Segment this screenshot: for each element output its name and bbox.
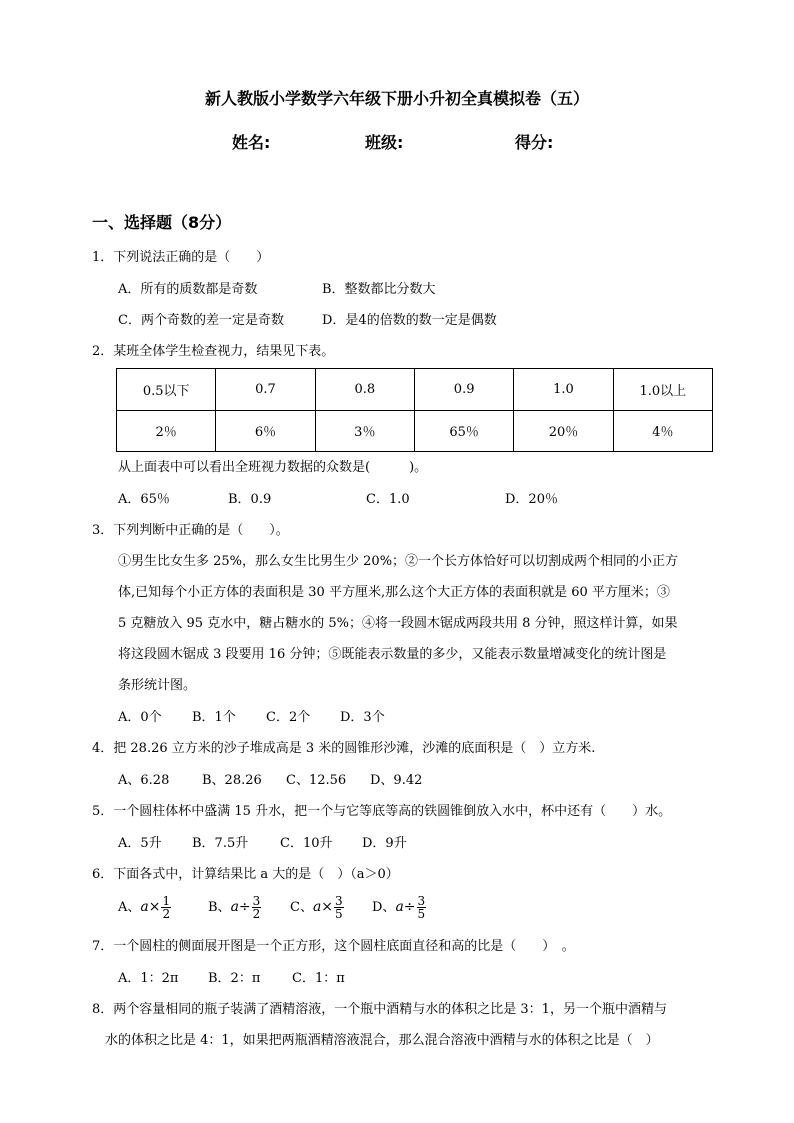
table-cell: 0.9 [414, 369, 513, 411]
q8-line-1: 8．两个容量相同的瓶子装满了酒精溶液，一个瓶中酒精与水的体积之比是 3：1，另一个瓶中酒精与 [92, 1002, 667, 1017]
q4-option-a: A、6.28 [118, 773, 170, 788]
q6-stem: 6．下面各式中，计算结果比 a 大的是（ ）（a＞0） [92, 867, 399, 882]
q7-option-c: C．1：π [292, 971, 345, 986]
q3-option-d: D．3个 [340, 710, 385, 725]
q1-option-a: A．所有的质数都是奇数 [118, 282, 258, 297]
q1-stem: 1．下列说法正确的是（ ） [92, 250, 270, 265]
q3-stem: 3．下列判断中正确的是（ ）。 [92, 523, 289, 538]
q1-option-d: D．是4的倍数的数一定是偶数 [322, 313, 497, 328]
q6-option-b-label: B、 [208, 900, 231, 915]
denominator: 2 [252, 907, 261, 921]
q2-question: 从上面表中可以看出全班视力数据的众数是( )。 [118, 460, 428, 475]
fraction [417, 895, 427, 920]
numerator: 3 [417, 894, 426, 908]
q5-option-d: D．9升 [362, 836, 407, 851]
name-label: 姓名: [232, 133, 271, 152]
table-cell: 0.8 [315, 369, 414, 411]
q5-option-a: A．5升 [118, 836, 162, 851]
vision-table [116, 368, 713, 452]
q5-option-c: C．10升 [280, 836, 333, 851]
q6-option-d-label: D、 [372, 900, 396, 915]
section-title: 一、选择题（8分） [92, 213, 232, 232]
q2-option-a: A．65％ [118, 492, 170, 507]
q6-option-d-expr: a÷ [395, 899, 416, 915]
table-cell: 1.0以上 [613, 369, 712, 411]
table-cell: 6％ [216, 410, 315, 452]
denominator: 5 [417, 907, 426, 921]
q4-option-d: D、9.42 [370, 773, 423, 788]
numerator: 3 [252, 894, 261, 908]
q3-paragraph [118, 546, 718, 701]
score-label: 得分: [515, 133, 554, 152]
numerator: 1 [162, 894, 171, 908]
q2-stem: 2．某班全体学生检查视力，结果见下表。 [92, 344, 335, 359]
q6-option-b [208, 893, 261, 922]
q3-line: ①男生比女生多 25%，那么女生比男生少 20%；②一个长方体恰好可以切割成两个相同的小正方 [118, 554, 679, 569]
denominator: 5 [335, 907, 343, 921]
table-cell: 4％ [613, 410, 712, 452]
table-cell: 1.0 [514, 369, 613, 411]
exam-title: 新人教版小学数学六年级下册小升初全真模拟卷（五） [204, 89, 589, 108]
table-cell: 65％ [414, 410, 513, 452]
fraction [334, 895, 344, 920]
q2-option-b: B．0.9 [228, 492, 272, 507]
q3-line: 将这段圆木锯成 3 段要用 16 分钟；⑤既能表示数量的多少，又能表示数量增减变化的统计图是 [118, 647, 667, 662]
q8-line-2: 水的体积之比是 4：1，如果把两瓶酒精溶液混合，那么混合溶液中酒精与水的体积之比是（ ） [105, 1033, 659, 1048]
table-cell: 3％ [315, 410, 414, 452]
q3-option-c: C．2个 [266, 710, 311, 725]
q6-option-a-expr: a× [140, 899, 161, 915]
q1-option-b: B．整数都比分数大 [322, 282, 436, 297]
table-row [117, 369, 713, 411]
table-cell: 20％ [514, 410, 613, 452]
q4-stem: 4．把 28.26 立方米的沙子堆成高是 3 米的圆锥形沙滩，沙滩的底面积是（ ）立方米. [92, 741, 596, 756]
fraction [161, 895, 171, 920]
table-row [117, 410, 713, 452]
q2-option-c: C．1.0 [366, 492, 410, 507]
q6-option-b-expr: a÷ [230, 899, 251, 915]
class-label: 班级: [365, 133, 404, 152]
q6-option-c [290, 893, 344, 922]
q3-option-b: B．1个 [192, 710, 236, 725]
q1-option-c: C．两个奇数的差一定是奇数 [118, 313, 284, 328]
q5-option-b: B．7.5升 [192, 836, 249, 851]
q3-option-a: A．0个 [118, 710, 162, 725]
q4-option-c: C、12.56 [286, 773, 347, 788]
q3-line: 条形统计图。 [118, 678, 197, 693]
table-cell: 2％ [117, 410, 216, 452]
q4-option-b: B、28.26 [202, 773, 262, 788]
table-cell: 0.5以下 [117, 369, 216, 411]
q3-line: 5 克糖放入 95 克水中，糖占糖水的 5%；④将一段圆木锯成两段共用 8 分钟，照这样计算，如果 [118, 616, 678, 631]
table-cell: 0.7 [216, 369, 315, 411]
q6-option-c-label: C、 [290, 900, 313, 915]
q7-option-b: B．2：π [208, 971, 261, 986]
q6-option-a-label: A、 [118, 900, 141, 915]
q5-stem: 5．一个圆柱体杯中盛满 15 升水，把一个与它等底等高的铁圆锥倒放入水中，杯中还有（ ）水。 [92, 804, 672, 819]
q6-option-d [372, 893, 426, 922]
numerator: 3 [335, 894, 343, 908]
q3-line: 体,已知每个小正方体的表面积是 30 平方厘米,那么这个大正方体的表面积就是 60 平方厘米；③ [118, 585, 670, 600]
q6-option-c-expr: a× [312, 899, 334, 915]
q7-option-a: A．1：2π [118, 971, 179, 986]
q7-stem: 7．一个圆柱的侧面展开图是一个正方形，这个圆柱底面直径和高的比是（ ） 。 [92, 939, 575, 954]
q2-option-d: D．20％ [505, 492, 558, 507]
q6-option-a [118, 893, 171, 922]
denominator: 2 [162, 907, 171, 921]
fraction [252, 895, 262, 920]
